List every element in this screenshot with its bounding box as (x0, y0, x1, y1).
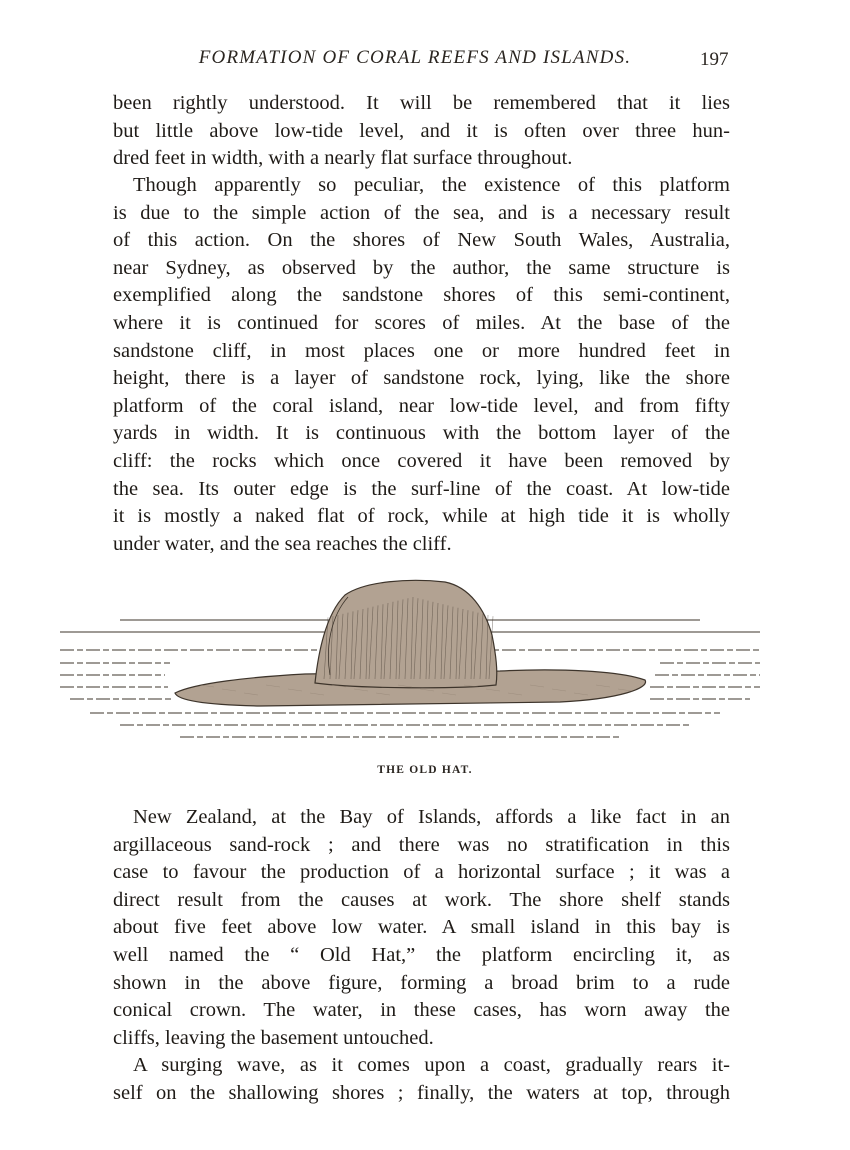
text-line: of this action. On the shores of New South Wales, Australia, (113, 229, 730, 252)
text-line: yards in width. It is continuous with the bottom layer of the (113, 422, 730, 445)
paragraph-sandstone-platform (113, 172, 730, 558)
paragraph-new-zealand (113, 804, 730, 1052)
text-line: well named the “ Old Hat,” the platform encircling it, as (113, 943, 730, 966)
text-line: A surging wave, as it comes upon a coast, gradually rears it- (133, 1054, 730, 1076)
text-line: cliff: the rocks which once covered it have been removed by (113, 449, 730, 472)
text-line: sandstone cliff, in most places one or more hundred feet in (113, 339, 730, 362)
paragraph-continued (113, 90, 730, 173)
text-line: exemplified along the sandstone shores of this semi-continent, (113, 284, 730, 307)
text-line: cliffs, leaving the basement untouched. (113, 1026, 434, 1049)
text-line: the sea. Its outer edge is the surf-line of the coast. At low-tide (113, 477, 730, 500)
running-head-title: FORMATION OF CORAL REEFS AND ISLANDS. (198, 47, 632, 68)
text-line: about five feet above low water. A small island in this bay is (113, 916, 730, 939)
text-line: argillaceous sand-rock ; and there was no stratification in this (113, 833, 730, 856)
text-line: Though apparently so peculiar, the existence of this platform (133, 174, 730, 196)
text-line: where it is continued for scores of miles. At the base of the (113, 311, 730, 334)
text-line: dred feet in width, with a nearly flat surface throughout. (113, 147, 573, 170)
text-line: New Zealand, at the Bay of Islands, affords a like fact in an (133, 806, 730, 828)
text-line: is due to the simple action of the sea, and is a necessary result (113, 201, 730, 224)
text-line: platform of the coral island, near low-tide level, and from fifty (113, 394, 730, 417)
text-line: under water, and the sea reaches the cliff. (113, 532, 452, 555)
text-line: case to favour the production of a horizontal surface ; it was a (113, 861, 730, 884)
text-line: self on the shallowing shores ; finally, the waters at top, through (113, 1081, 730, 1104)
rock-crown (315, 580, 497, 687)
text-line: conical crown. The water, in these cases, has worn away the (113, 999, 730, 1022)
text-line: but little above low-tide level, and it is often over three hun- (113, 119, 730, 142)
text-line: been rightly understood. It will be remembered that it lies (113, 92, 730, 114)
page-number: 197 (700, 49, 729, 70)
figure-caption: THE OLD HAT. (377, 764, 473, 776)
paragraph-surging-wave (113, 1052, 730, 1107)
text-line: near Sydney, as observed by the author, the same structure is (113, 256, 730, 279)
text-line: shown in the above figure, forming a broad brim to a rude (113, 971, 730, 994)
old-hat-illustration (60, 575, 760, 750)
text-line: it is mostly a naked flat of rock, while at high tide it is wholly (113, 505, 730, 528)
text-line: direct result from the causes at work. The shore shelf stands (113, 888, 730, 911)
text-line: height, there is a layer of sandstone rock, lying, like the shore (113, 367, 730, 390)
